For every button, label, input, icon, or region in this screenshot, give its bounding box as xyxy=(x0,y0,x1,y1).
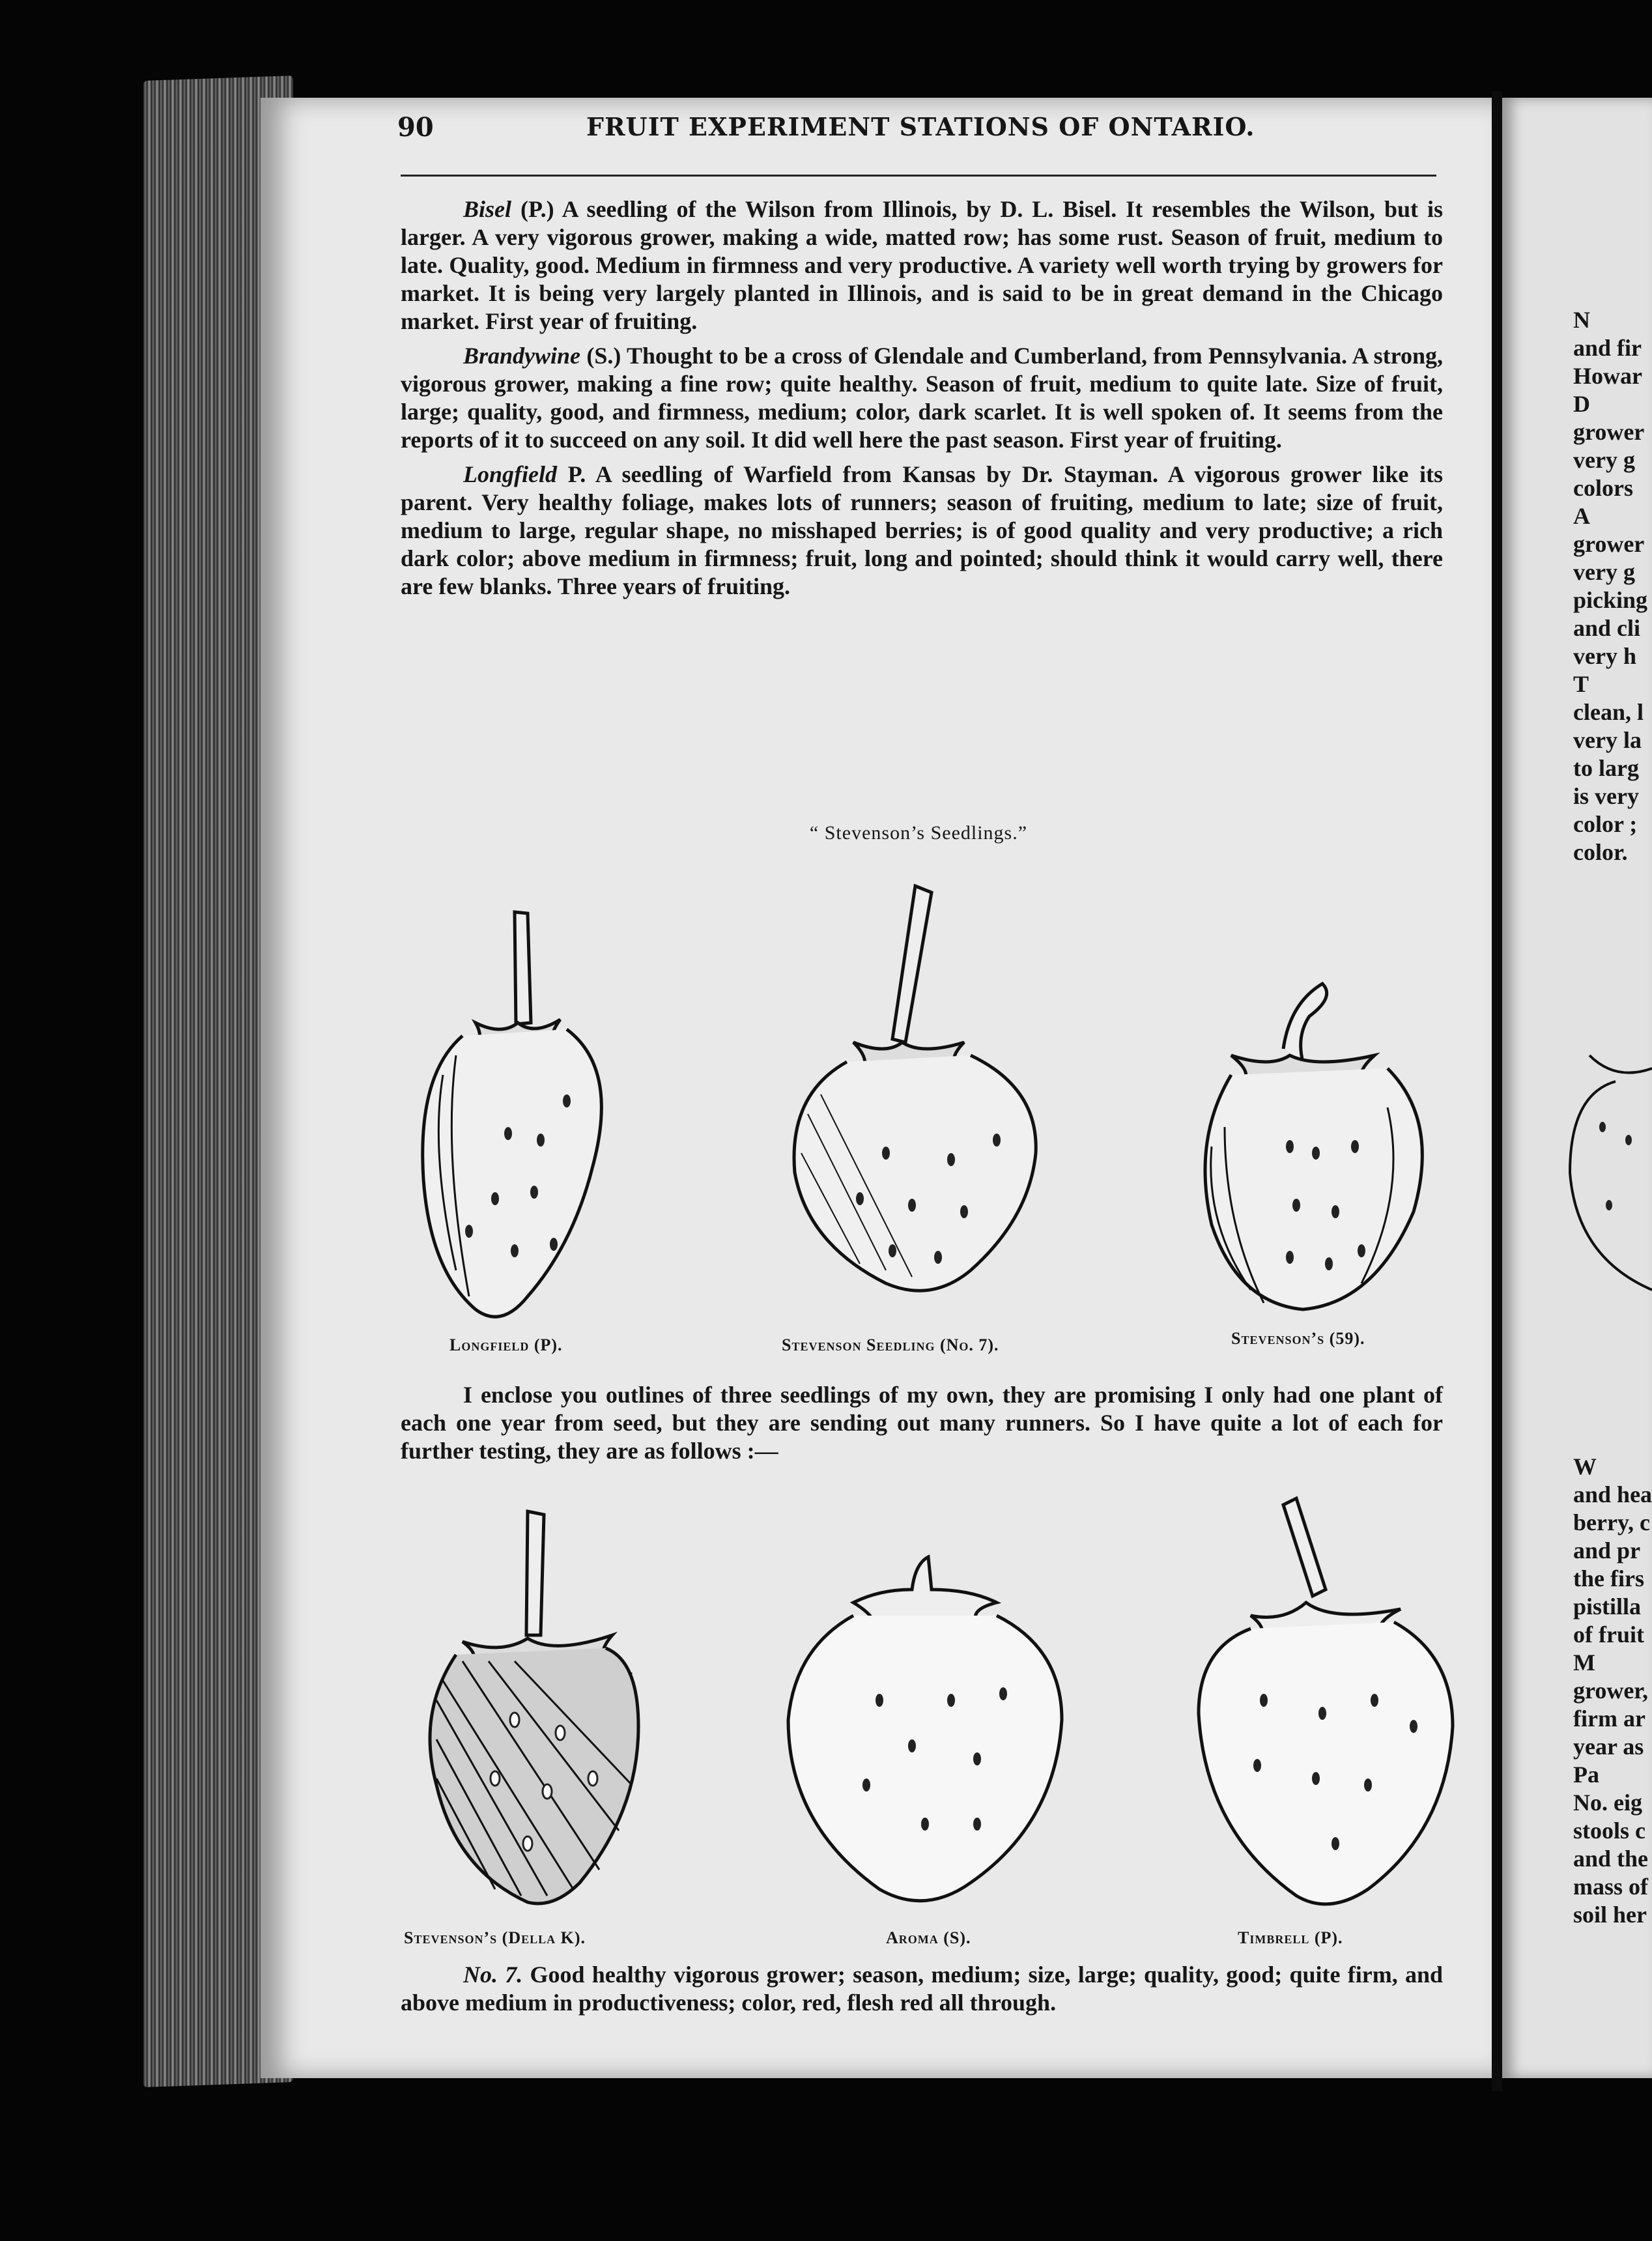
right-line: A xyxy=(1573,503,1590,529)
right-line: firm ar xyxy=(1573,1706,1645,1732)
text-block-middle xyxy=(401,1381,1443,1472)
right-line: and hea xyxy=(1573,1481,1652,1507)
right-line: very g xyxy=(1573,447,1635,473)
right-line: of fruit xyxy=(1573,1621,1644,1648)
right-line: pistilla xyxy=(1573,1593,1642,1620)
right-line: and the xyxy=(1573,1846,1649,1872)
right-line: No. eig xyxy=(1573,1790,1642,1816)
right-line: the firs xyxy=(1573,1565,1644,1592)
right-line: stools c xyxy=(1573,1818,1645,1844)
paragraph-bisel: Bisel (P.) A seedling of the Wilson from Illinois, by D. L. Bisel. It resembles the Wilson, but is larger. A very vigorous grower, making a wide, matted row; has some rust. Season of fruit, medium to late. Quality, good. Medium in firmness and very productive. A variety well worth trying by growers for market. It is being very largely planted in Illinois, and is said to be in great demand in the Chicago market. First year of fruiting. xyxy=(401,196,1443,334)
caption-timbrell: Timbrell (P). xyxy=(1238,1928,1343,1947)
right-line: and cli xyxy=(1573,615,1641,641)
page-number: 90 xyxy=(397,112,434,143)
right-line: color. xyxy=(1573,839,1628,865)
right-line: to larg xyxy=(1573,755,1639,781)
right-line: N xyxy=(1573,307,1590,333)
right-line: D xyxy=(1573,391,1590,417)
variety-name: Longfield xyxy=(463,461,557,487)
right-line: W xyxy=(1573,1453,1597,1479)
paragraph-longfield: Longfield P. A seedling of Warfield from Kansas by Dr. Stayman. A vigorous grower like its parent. Very healthy foliage, makes lots of runners; season of fruiting, medium to late; size of fruit, medium to large, regular shape, no misshaped berries; is of good quality and very productive; a rich dark color; above medium in firmness; fruit, long and pointed; should think it would carry well, there are few blanks. Three years of fruiting. xyxy=(401,461,1443,599)
paragraph-brandywine: Brandywine (S.) Thought to be a cross of Glendale and Cumberland, from Pennsylvania. A strong, vigorous grower, making a fine row; quite healthy. Season of fruit, medium to quite late. Size of fruit, large; quality, good, and firmness, medium; color, dark scarlet. It is well spoken of. It seems from the reports of it to succeed on any soil. It did well here the past season. First year of fruiting. xyxy=(401,343,1443,453)
caption-stevensons-59: Stevenson’s (59). xyxy=(1231,1329,1365,1348)
header-rule xyxy=(401,175,1436,177)
right-line: very g xyxy=(1573,559,1635,585)
right-line: M xyxy=(1573,1649,1595,1676)
right-line: Pa xyxy=(1573,1762,1599,1788)
running-title: FRUIT EXPERIMENT STATIONS OF ONTARIO. xyxy=(586,112,1255,141)
section-heading: “ Stevenson’s Seedlings.” xyxy=(809,822,1028,844)
right-line: is very xyxy=(1573,783,1639,809)
page-header xyxy=(397,112,1440,151)
right-line: colors xyxy=(1573,475,1633,501)
caption-stevenson-seedling-no7: Stevenson Seedling (No. 7). xyxy=(782,1335,999,1354)
right-line: very h xyxy=(1573,643,1636,669)
caption-longfield: Longfield (P). xyxy=(449,1335,563,1354)
strawberry-partial-right-figure xyxy=(1563,1042,1652,1303)
caption-aroma: Aroma (S). xyxy=(886,1928,971,1947)
strawberry-stevensons-59-figure xyxy=(1192,977,1440,1316)
book-spine xyxy=(1492,91,1502,2091)
paragraph-seedlings: I enclose you outlines of three seedlings of my own, they are promising I only had one plant of each one year from seed, but they are sending out many runners. So I have quite a lot of each for further testing, they are as follows :— xyxy=(401,1382,1443,1464)
right-line: T xyxy=(1573,671,1589,697)
text-block-top xyxy=(401,195,1443,607)
right-line: picking xyxy=(1573,587,1648,613)
right-line: very la xyxy=(1573,727,1642,753)
variety-name: No. 7. xyxy=(463,1962,523,1988)
variety-name: Bisel xyxy=(463,196,512,222)
right-line: clean, l xyxy=(1573,699,1644,725)
right-line: mass of xyxy=(1573,1874,1648,1900)
text-block-bottom xyxy=(401,1961,1443,2023)
right-line: grower xyxy=(1573,419,1645,445)
strawberry-aroma-figure xyxy=(782,1550,1068,1915)
right-page-text-bottom xyxy=(1573,1453,1652,1929)
strawberry-longfield-figure xyxy=(404,906,625,1329)
right-line: grower xyxy=(1573,531,1645,557)
right-page-text-top xyxy=(1573,306,1652,866)
paragraph-no7: No. 7. Good healthy vigorous grower; season, medium; size, large; quality, good; quite firm, and above medium in productiveness; color, red, flesh red all through. xyxy=(401,1962,1444,2016)
right-line: and fir xyxy=(1573,335,1642,361)
right-line: grower, xyxy=(1573,1677,1648,1704)
right-line: Howar xyxy=(1573,363,1642,389)
right-line: year as xyxy=(1573,1734,1644,1760)
variety-name: Brandywine xyxy=(463,343,581,369)
caption-stevensons-della-k: Stevenson’s (Della K). xyxy=(404,1928,586,1947)
strawberry-timbrell-figure xyxy=(1186,1492,1459,1915)
right-line: color ; xyxy=(1573,811,1638,837)
strawberry-stevensons-della-k-figure xyxy=(417,1505,651,1915)
right-line: soil her xyxy=(1573,1902,1647,1928)
strawberry-stevenson-seedling-no7-figure xyxy=(782,879,1042,1309)
right-line: and pr xyxy=(1573,1537,1641,1563)
right-line: berry, c xyxy=(1573,1509,1650,1535)
